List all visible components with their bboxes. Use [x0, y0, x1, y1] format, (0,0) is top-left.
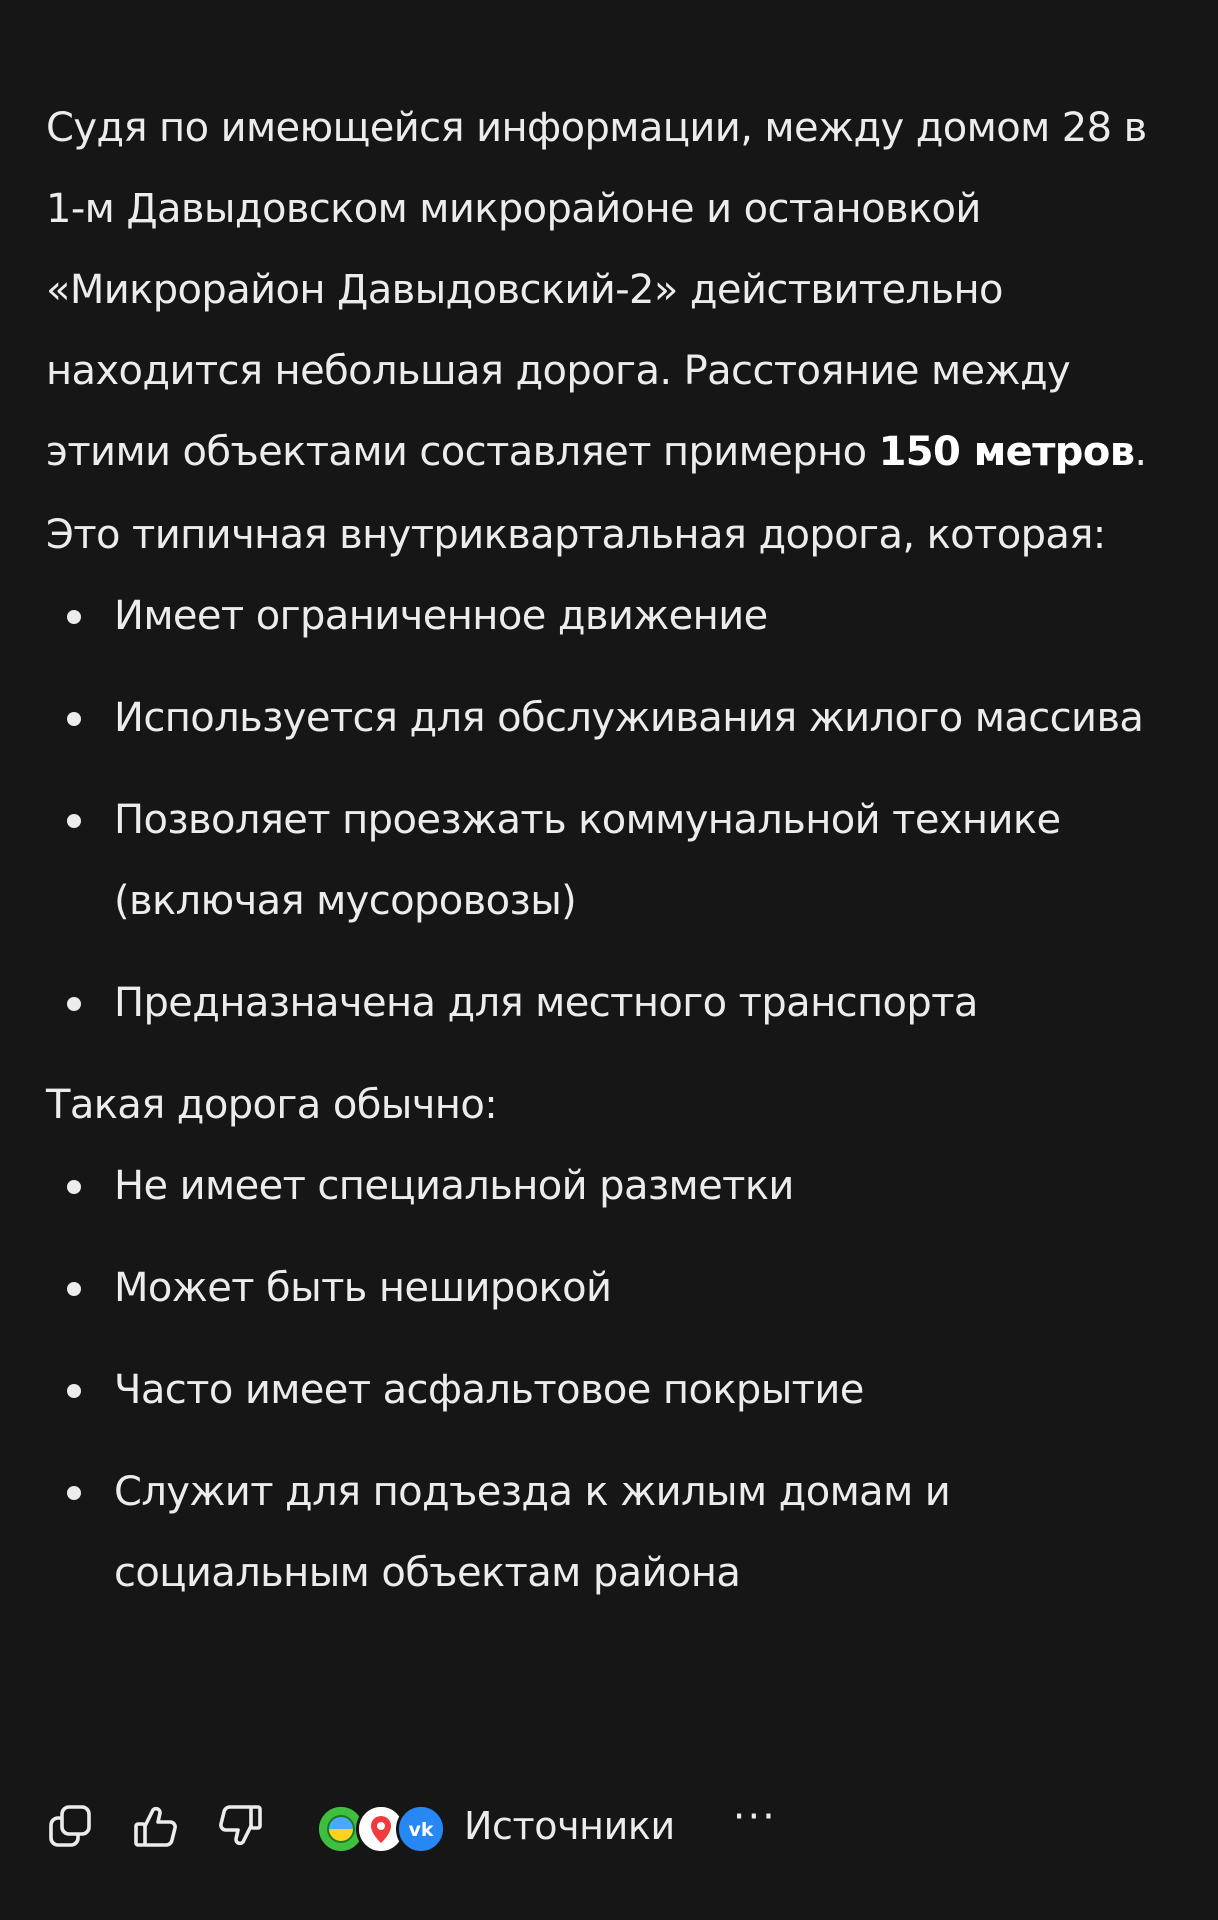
svg-text:vk: vk [408, 1819, 434, 1841]
sources-label: Источники [464, 1804, 675, 1848]
bullet-dot [67, 712, 81, 726]
bullet-list-2 [46, 1146, 1186, 1614]
intro-text: Судя по имеющейся информации, между домом 28 в 1-м Давыдовском микрорайоне и остановкой «Микрорайон Давыдовский-2» действительно находится небольшая дорога. Расстояние между этими объектами составляет примерно [46, 105, 1147, 475]
like-button[interactable] [128, 1798, 184, 1854]
intro-paragraph [46, 88, 1186, 493]
copy-icon [46, 1802, 94, 1850]
bullet-dot [67, 1486, 81, 1500]
intro-end: . [1134, 429, 1147, 475]
bullet-dot [67, 610, 81, 624]
list-item [46, 1146, 1186, 1227]
bullet-dot [67, 1282, 81, 1296]
list-item [46, 1452, 1186, 1614]
source-icons [316, 1802, 444, 1850]
list-item [46, 678, 1186, 759]
list-item-text: Используется для обслуживания жилого массива [114, 695, 1144, 741]
list-item [46, 1248, 1186, 1329]
bullet-dot [67, 1384, 81, 1398]
list-item [46, 1350, 1186, 1431]
list-item-text: Часто имеет асфальтовое покрытие [114, 1367, 864, 1413]
bullet-dot [67, 1180, 81, 1194]
list-item-text: Позволяет проезжать коммунальной технике (включая мусоровозы) [114, 797, 1061, 924]
list-item-text: Не имеет специальной разметки [114, 1163, 794, 1209]
bullet-dot [67, 814, 81, 828]
list-item [46, 963, 1186, 1044]
sources-button[interactable] [316, 1798, 675, 1854]
vk-icon [396, 1804, 446, 1854]
list-item [46, 576, 1186, 657]
message-actions-bar [42, 1794, 777, 1858]
bullet-dot [67, 997, 81, 1011]
list-item-text: Предназначена для местного транспорта [114, 980, 978, 1026]
assistant-message [46, 88, 1186, 1614]
dislike-button[interactable] [212, 1798, 268, 1854]
distance-value: 150 метров [878, 429, 1135, 475]
copy-button[interactable] [42, 1798, 98, 1854]
list-item-text: Имеет ограниченное движение [114, 593, 768, 639]
more-options-button[interactable]: ··· [732, 1794, 777, 1840]
list-item-text: Может быть неширокой [114, 1265, 612, 1311]
list-item-text: Служит для подъезда к жилым домам и социальным объектам района [114, 1469, 951, 1596]
list-item [46, 780, 1186, 942]
lead-paragraph-2: Такая дорога обычно: [46, 1082, 498, 1128]
thumbs-up-icon [132, 1802, 180, 1850]
thumbs-down-icon [216, 1802, 264, 1850]
bullet-list-1 [46, 576, 1186, 1044]
lead-paragraph-1: Это типичная внутриквартальная дорога, которая: [46, 512, 1106, 558]
